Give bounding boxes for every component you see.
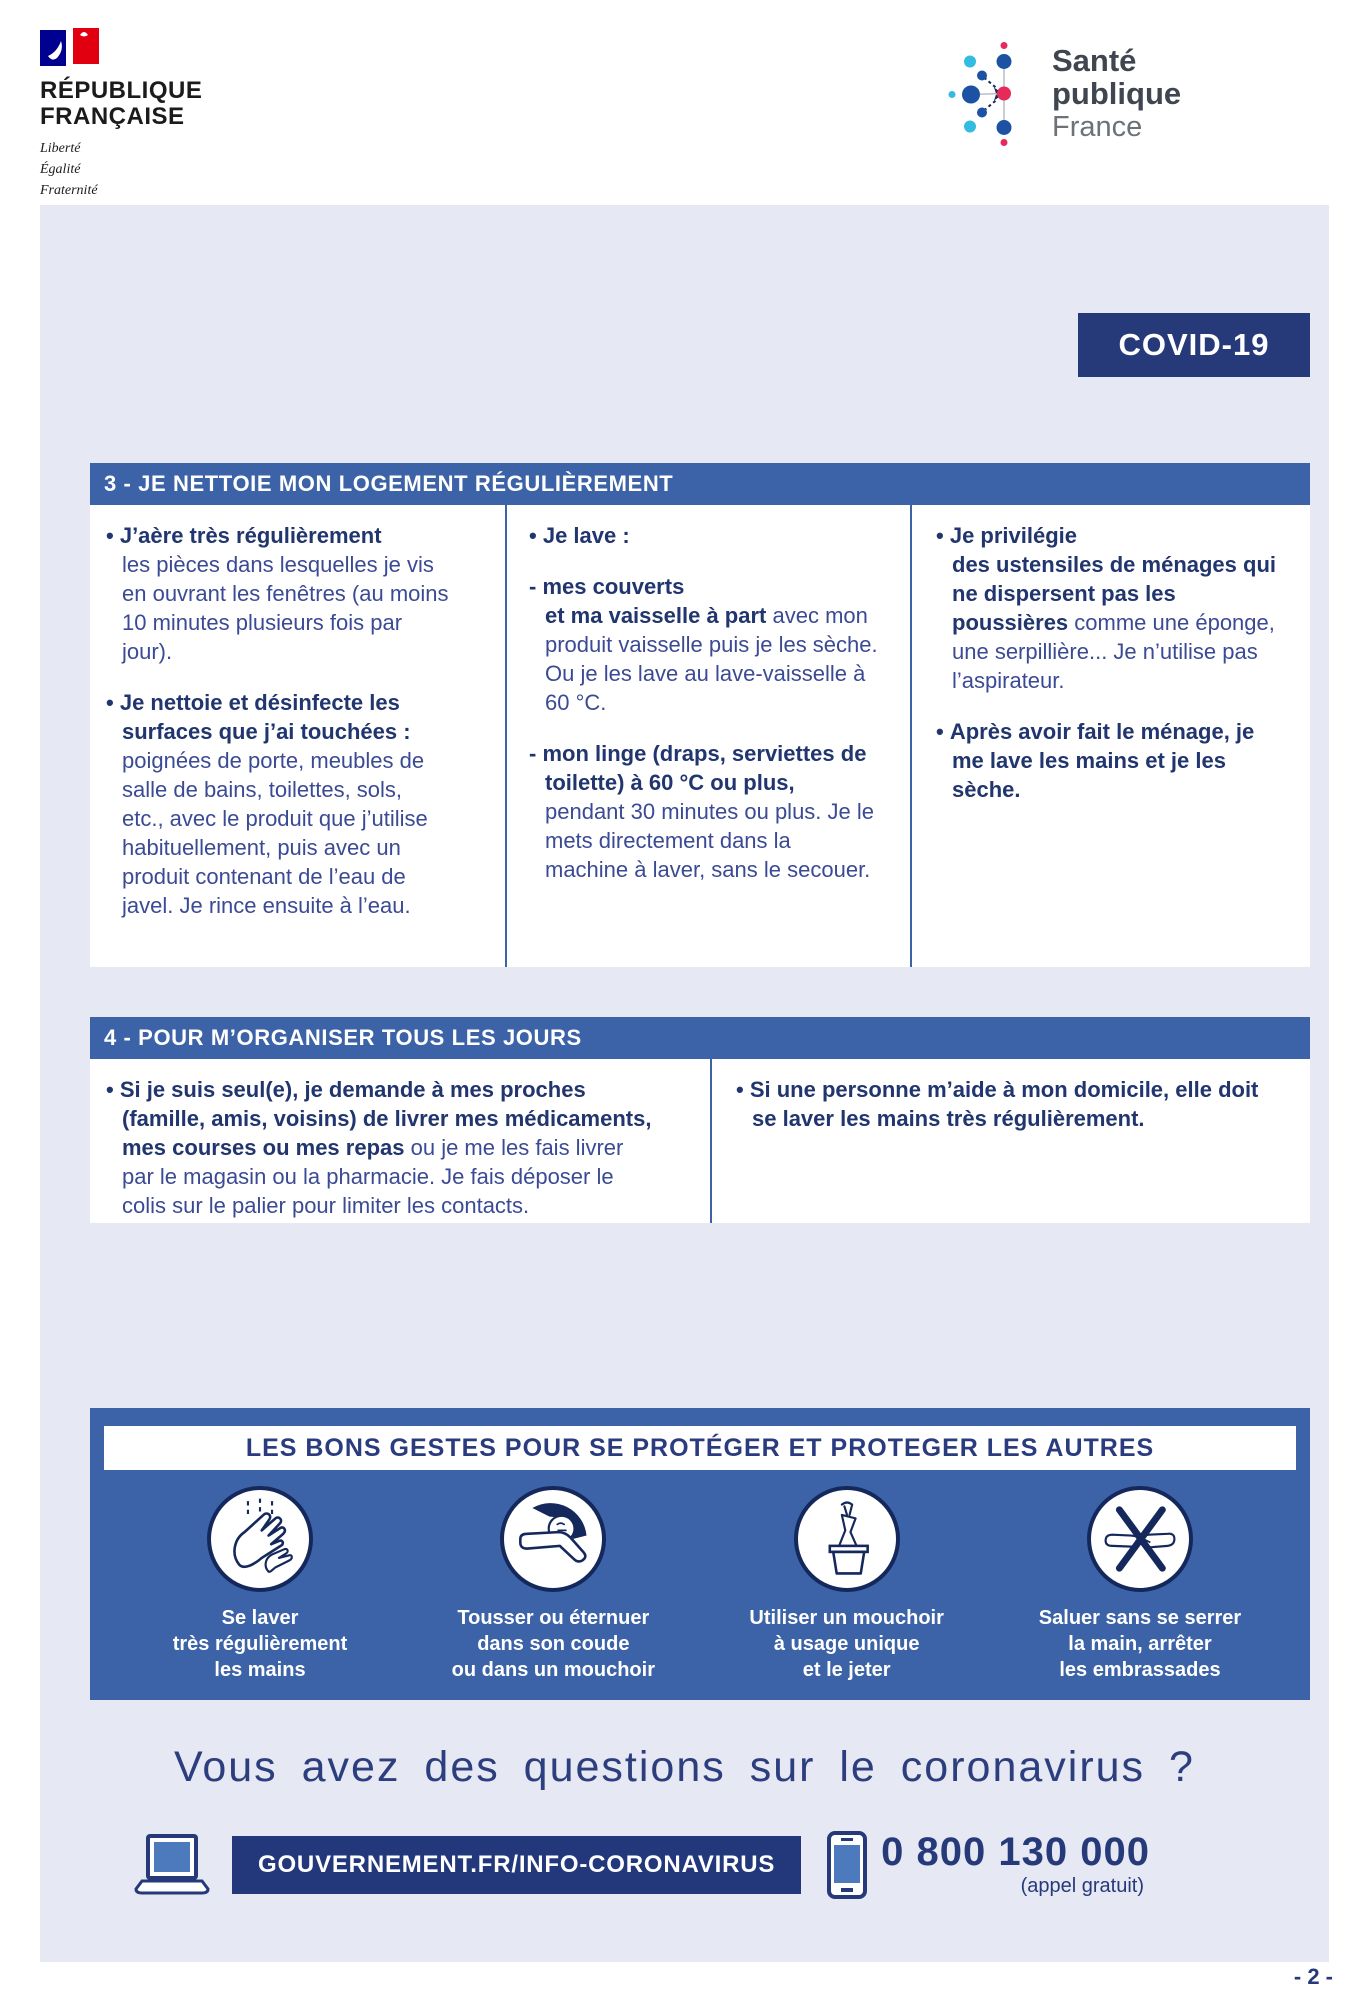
section-3-column-1 [90,505,505,967]
question-heading: Vous avez des questions sur le coronavirus ? [174,1743,1195,1791]
covid-19-badge-label: COVID-19 [1118,327,1270,362]
content-panel [40,205,1329,1962]
item-lead: Après avoir fait le ménage, je me lave les mains et je les sèche. [949,719,1255,802]
gesture-caption: Tousser ou éternuer dans son coude ou dans un mouchoir [451,1607,655,1681]
list-item [736,1075,1286,1133]
phone-block [881,1832,1150,1898]
gestures-banner [104,1426,1296,1470]
section-4-column-1 [90,1059,710,1223]
phone-note: (appel gratuit) [1020,1875,1144,1897]
no-handshake-icon [1097,1496,1183,1582]
section-3-column-3 [910,505,1310,967]
gesture-circle [1087,1486,1193,1592]
section-3-column-2 [505,505,910,967]
gesture-caption: Se laver très régulièrement les mains [172,1607,348,1681]
marianne-motto: Liberté Égalité Fraternité [40,140,98,198]
list-item [106,688,449,920]
dash: - [529,741,537,766]
item-lead: et ma vaisselle à part [545,603,767,628]
marianne-title: RÉPUBLIQUE FRANÇAISE [40,77,203,130]
item-text: les pièces dans lesquelles je vis en ouvrant les fenêtres (au moins 10 minutes plusieurs fois par jour). [122,552,449,664]
item-text: avec mon produit vaisselle puis je les sèche. Ou je les lave au lave-vaisselle à 60 °C. [545,603,878,715]
item-lead: mon linge (draps, serviettes de toilette) à 60 °C ou plus, [542,741,867,795]
gesture-circle [207,1486,313,1592]
item-lead: mes couverts [542,574,685,599]
list-item [106,1075,658,1220]
gestures-banner-text: LES BONS GESTES POUR SE PROTÉGER ET PROTEGER LES AUTRES [245,1434,1155,1462]
dash: - [529,574,537,599]
section-4-title: 4 - POUR M’ORGANISER TOUS LES JOURS [104,1025,582,1050]
cough-elbow-icon [510,1496,596,1582]
smartphone-icon [827,1831,867,1899]
phone-number: 0 800 130 000 [881,1830,1150,1874]
bullet: • [106,1077,114,1102]
item-text: ou je me les fais livrer par le magasin ou la pharmacie. Je fais déposer le colis sur le palier pour limiter les contacts. [122,1135,624,1218]
gesture-circle [794,1486,900,1592]
laptop-icon [134,1833,210,1897]
section-3-header [90,463,1310,505]
bullet: • [936,719,944,744]
item-text: comme une éponge, une serpillière... Je n’utilise pas l’aspirateur. [952,610,1275,693]
list-item [106,521,449,666]
gesture-caption: Saluer sans se serrer la main, arrêter les embrassades [1038,1607,1242,1681]
item-lead: Je nettoie et désinfecte les surfaces que j’ai touchées : [119,690,411,744]
gesture-item [126,1486,394,1683]
section-4-header [90,1017,1310,1059]
spf-wordmark: Santé publique France [1052,42,1182,143]
item-lead: Si je suis seul(e), je demande à mes proches (famille, amis, voisins) de livrer mes médicaments, mes courses ou mes repas [119,1077,652,1160]
bullet: • [936,523,944,548]
bullet: • [736,1077,744,1102]
section-3-content [90,505,1310,967]
page-number: - 2 - [1293,1964,1333,1989]
gesture-circle [500,1486,606,1592]
item-lead: Je lave : [542,523,630,548]
marianne-logo [40,26,202,201]
gesture-item [713,1486,981,1683]
spf-dots-icon [938,38,1038,150]
bullet: • [529,523,537,548]
item-text: pendant 30 minutes ou plus. Je le mets directement dans la machine à laver, sans le secouer. [545,799,875,882]
gesture-item [1006,1486,1274,1683]
item-lead: J’aère très régulièrement [119,523,382,548]
tissue-bin-icon [804,1496,890,1582]
contact-row [134,1831,1150,1899]
list-item [529,521,880,550]
french-flag-icon [40,26,104,72]
item-lead: Je privilégie [949,523,1078,548]
list-item [529,572,880,717]
list-item [936,521,1280,695]
sante-publique-logo [938,38,1181,150]
gestures-panel [90,1408,1310,1700]
wash-hands-icon [217,1496,303,1582]
website-button[interactable] [232,1836,801,1894]
section-4-content [90,1059,1310,1223]
website-button-label: GOUVERNEMENT.FR/INFO-CORONAVIRUS [258,1851,776,1878]
bullet: • [106,690,114,715]
gesture-caption: Utiliser un mouchoir à usage unique et le jeter [749,1607,944,1681]
bullet: • [106,523,114,548]
item-lead: des ustensiles de ménages qui ne dispersent pas les poussières [952,552,1277,635]
section-4-column-2 [710,1059,1310,1223]
gestures-row [90,1470,1310,1683]
item-lead: Si une personne m’aide à mon domicile, elle doit se laver les mains très régulièrement. [749,1077,1259,1131]
item-text: poignées de porte, meubles de salle de bains, toilettes, sols, etc., avec le produit que j’utilise habituellement, puis avec un produit contenant de l’eau de javel. Je rince ensuite à l’eau. [122,748,428,918]
list-item [936,717,1280,804]
covid-19-badge [1078,313,1310,377]
gesture-item [419,1486,687,1683]
section-3-title: 3 - JE NETTOIE MON LOGEMENT RÉGULIÈREMENT [104,471,674,496]
list-item [529,739,880,884]
